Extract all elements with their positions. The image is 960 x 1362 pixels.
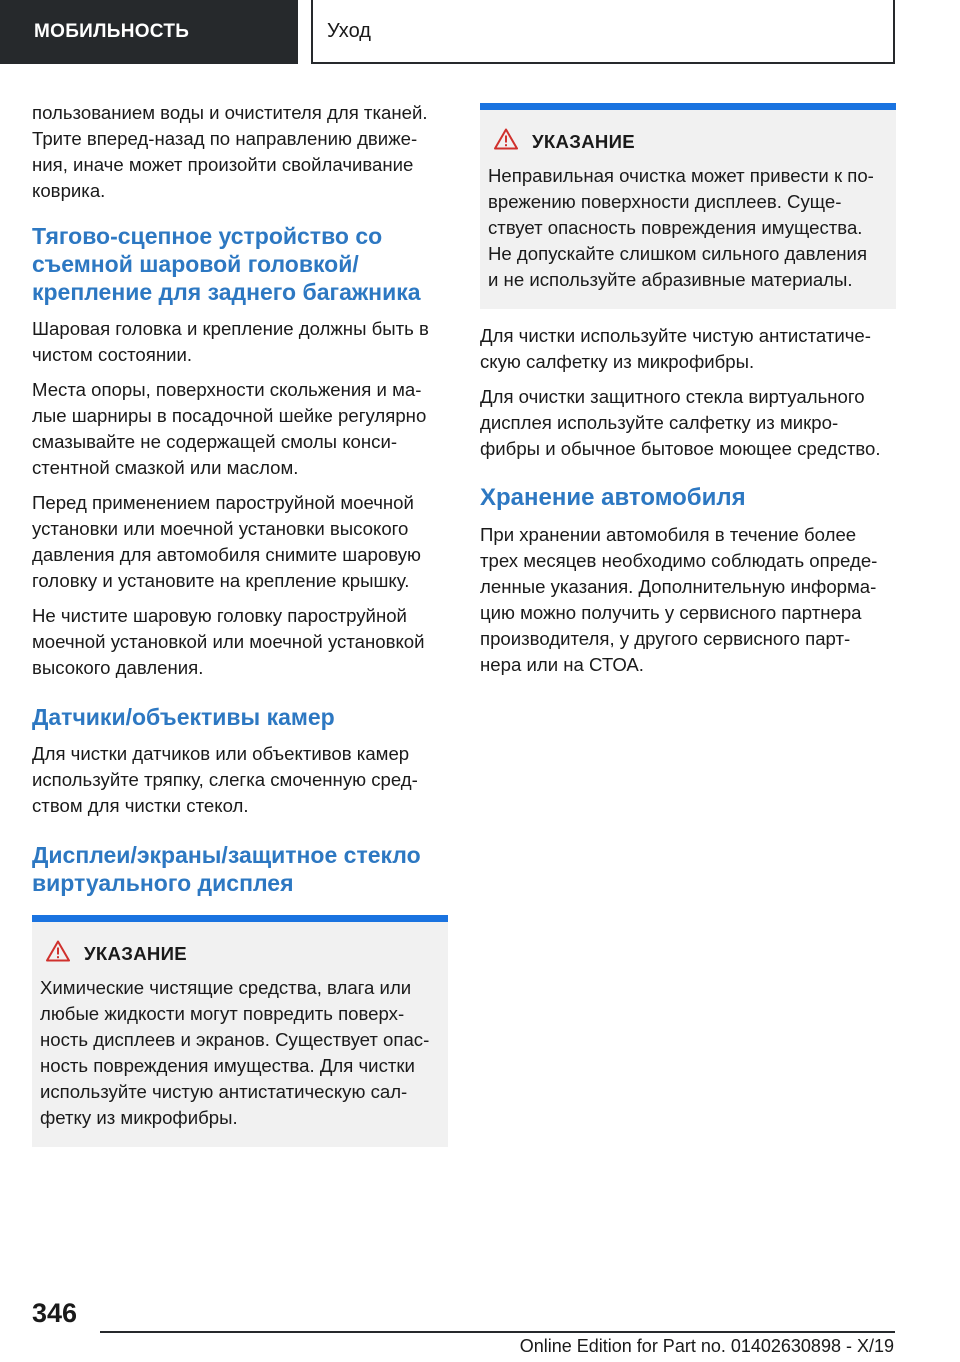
chapter-header: [311, 0, 895, 64]
right-column: [480, 103, 896, 687]
warning-triangle-icon: [494, 128, 518, 155]
tow-paragraph-3: Перед применением пароструйной моечной установки или моечной установки высокого давления для автомобиля снимите шаровую головку и установите на крепление крышку.: [32, 492, 421, 591]
sensors-paragraph: Для чистки датчиков или объективов камер используйте тряпку, слегка смоченную сред- ством для чистки стекол.: [32, 743, 418, 816]
warning-header: [488, 128, 888, 155]
warning-text: Неправильная очистка может привести к по- врежению поверхности дисплеев. Суще- ствует опасность повреждения имущества. Не допускайте слишком сильного давления и не используйте абразивные материалы.: [488, 165, 874, 290]
storage-heading: Хранение автомобиля: [480, 484, 746, 511]
edition-footer: Online Edition for Part no. 01402630898 - X/19: [519, 1336, 894, 1356]
tow-paragraph-1: Шаровая головка и крепление должны быть в чистом состоянии.: [32, 318, 429, 365]
section-tab: [0, 0, 298, 64]
storage-paragraph: При хранении автомобиля в течение более трех месяцев необходимо соблюдать опреде- ленные указания. Дополнительную информа- цию можно получить у сервисного партнера производителя, у другого сервисного парт- нера или на СТОА.: [480, 524, 878, 675]
microfiber-paragraph: Для чистки используйте чистую антистатиче- скую салфетку из микрофибры.: [480, 325, 871, 372]
glass-paragraph: Для очистки защитного стекла виртуального дисплея используйте салфетку из микро- фибры и обычное бытовое моющее средство.: [480, 386, 881, 459]
warning-title: УКАЗАНИЕ: [532, 130, 636, 152]
displays-heading: Дисплеи/экраны/защитное стекло виртуального дисплея: [32, 842, 421, 896]
tow-paragraph-4: Не чистите шаровую головку пароструйной моечной установкой или моечной установкой высокого давления.: [32, 605, 425, 678]
sensors-heading: Датчики/объективы камер: [32, 704, 335, 730]
tow-paragraph-2: Места опоры, поверхности скольжения и ма- лые шарниры в посадочной шейке регулярно смазывайте не содержащей смолы конси- стентной смазкой или маслом.: [32, 379, 427, 478]
warning-header: [40, 940, 440, 967]
warning-title: УКАЗАНИЕ: [84, 942, 188, 964]
warning-text: Химические чистящие средства, влага или любые жидкости могут повредить поверх- ность дисплеев и экранов. Существует опас- ность повреждения имущества. Для чистки используйте чистую антистатическую сал- фетку из микрофибры.: [40, 977, 430, 1128]
section-title: МОБИЛЬНОСТЬ: [34, 21, 190, 42]
displays-warning-box: [32, 915, 448, 1147]
page-number: 346: [32, 1298, 78, 1328]
left-column: [32, 100, 448, 1147]
footer-divider: [100, 1331, 895, 1333]
cleaning-warning-box: [480, 103, 896, 309]
intro-paragraph: пользованием воды и очистителя для тканей. Трите вперед-назад по направлению движе- ния, иначе может произойти свойлачивание коврика.: [32, 102, 428, 201]
tow-hitch-heading: Тягово-сцепное устройство со съемной шаровой головкой/ крепление для заднего багажника: [32, 223, 421, 305]
chapter-title: Уход: [327, 19, 371, 42]
warning-triangle-icon: [46, 940, 70, 967]
